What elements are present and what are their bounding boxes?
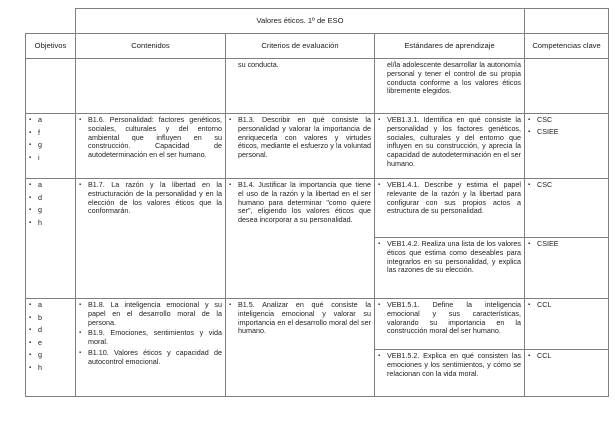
objective-item: ▪ d [29, 192, 42, 202]
table-title: Valores éticos. 1º de ESO [76, 9, 525, 34]
cont-objetivos [26, 59, 76, 114]
row2-criterio: ▪ B1.4. Justificar la importancia que tiene el uso de la razón y la libertad en el ser humano para determinar "como quiere ser", eligiendo los valores éticos que desea incorporar a su personalidad. [226, 179, 375, 299]
row2-competencia-1: ▪ CSC [525, 179, 609, 238]
objective-item: ▪ h [29, 217, 42, 227]
row2-estandar-1: ▪ VEB1.4.1. Describe y estima el papel relevante de la razón y la libertad para configurar con sus propios actos a estructura de su personalidad. [375, 179, 525, 238]
row3-estandar-2: ▪ VEB1.5.2. Explica en qué consisten las emociones y los sentimientos, y cómo se relacionan con la vida moral. [375, 350, 525, 397]
objective-item: ▪ e [29, 337, 42, 347]
row3-competencia-2: ▪ CCL [525, 350, 609, 397]
cont-contenidos [76, 59, 226, 114]
objective-item: ▪ a [29, 115, 42, 124]
curriculum-table [25, 8, 609, 397]
objective-item: ▪ i [29, 152, 40, 162]
row1-contenido: ▪ B1.6. Personalidad: factores genéticos, sociales, culturales y del entorno ambiental que influyen en su construcción. Capacidad de autodeterminación en el ser humano. [76, 114, 226, 179]
objective-item: ▪ a [29, 180, 42, 189]
cont-estandar: el/la adolescente desarrollar la autonomía personal y tener el control de su propia conducta conforme a los valores éticos libremente elegidos. [375, 59, 525, 114]
header-estandares: Estándares de aprendizaje [375, 34, 525, 59]
objective-item: ▪ f [29, 127, 40, 137]
row3-objetivos [26, 299, 76, 397]
row2-estandar-2: ▪ VEB1.4.2. Realiza una lista de los valores éticos que estima como deseables para integrarlos en su personalidad, y explica las razones de su elección. [375, 238, 525, 299]
blank-corner [26, 9, 76, 34]
row2-contenido: ▪ B1.7. La razón y la libertad en la estructuración de la personalidad y en la elección de los valores éticos que la conformarán. [76, 179, 226, 299]
blank-corner-right [525, 9, 609, 34]
competencia-item: ▪ CSIEE [528, 127, 559, 136]
row3-contenidos: ▪ B1.8. La inteligencia emocional y su papel en el desarrollo moral de la persona. ▪ B1.9. Emociones, sentimientos y vida moral. ▪ B1.10. Valores éticos y capacidad de autocontrol emocional. [76, 299, 226, 397]
row1-criterio: ▪ B1.3. Describir en qué consiste la personalidad y valorar la importancia de enriquecerla con valores y virtudes éticos, mediante el esfuerzo y la voluntad personal. [226, 114, 375, 179]
row1-objetivos [26, 114, 76, 179]
objective-item: ▪ g [29, 205, 42, 214]
row3-criterio: ▪ B1.5. Analizar en qué consiste la inteligencia emocional y valorar su importancia en el desarrollo moral del ser humano. [226, 299, 375, 397]
cont-competencias [525, 59, 609, 114]
row2-objetivos [26, 179, 76, 299]
objective-item: ▪ h [29, 362, 42, 372]
objective-item: ▪ d [29, 325, 42, 334]
header-criterios: Criterios de evaluación [226, 34, 375, 59]
row3-estandar-1: ▪ VEB1.5.1. Define la inteligencia emocional y sus características, valorando su importancia en la construcción moral del ser humano. [375, 299, 525, 350]
header-objetivos: Objetivos [26, 34, 76, 59]
row3-competencia-1: ▪ CCL [525, 299, 609, 350]
cont-criterio: su conducta. [226, 59, 375, 114]
objective-item: ▪ g [29, 140, 42, 149]
competencia-item: ▪ CSC [528, 115, 553, 124]
objective-item: ▪ a [29, 300, 42, 309]
header-contenidos: Contenidos [76, 34, 226, 59]
row2-competencia-2: ▪ CSIEE [525, 238, 609, 299]
row1-competencias [525, 114, 609, 179]
header-competencias: Competencias clave [525, 34, 609, 59]
document-page [25, 8, 608, 397]
row1-estandar: ▪ VEB1.3.1. Identifica en qué consiste la personalidad y los factores genéticos, sociales, culturales y del entorno que influyen en su construcción, y aprecia la capacidad de autodeterminación en el ser humano. [375, 114, 525, 179]
objective-item: ▪ b [29, 312, 42, 322]
objective-item: ▪ g [29, 350, 42, 359]
